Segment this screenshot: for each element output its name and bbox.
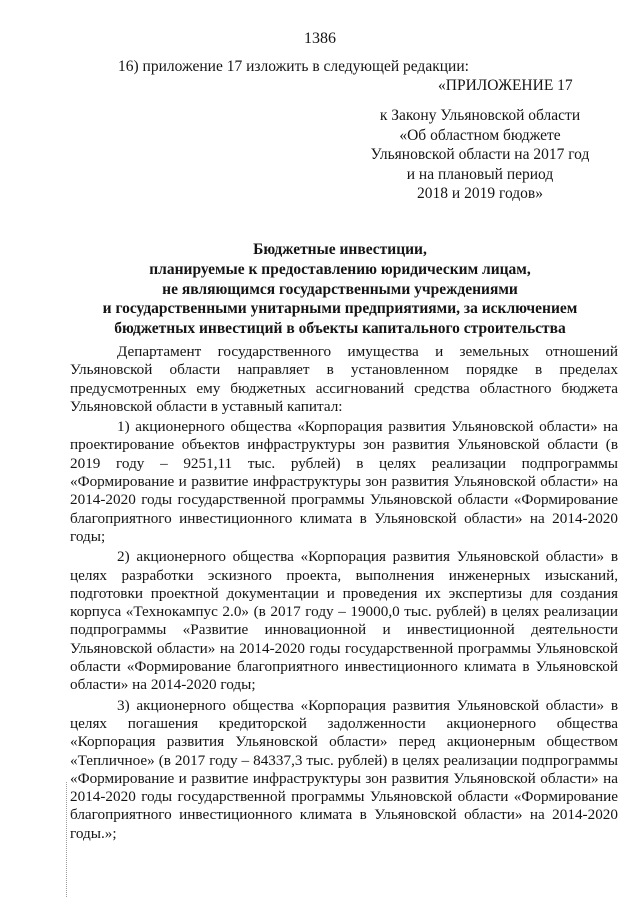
- list-item: 3) акционерного общества «Корпорация развития Ульяновской области» в целях погашения кредиторской задолженности акционерного общества «Корпорация развития Ульяновской области» перед акционерным обществом «Тепличное» (в 2017 году – 84337,3 тыс. рублей) в целях реализации подпрограммы «Формирование и развитие инфраструктуры зон развития Ульяновской области» на 2014-2020 годы государственной программы Ульяновской области «Формирование благоприятного инвестиционного климата в Ульяновской области» на 2014-2020 годы.»;: [70, 696, 618, 842]
- body-paragraph: Департамент государственного имущества и земельных отношений Ульяновской области направляет в установленном порядке в пределах предусмотренных ему бюджетных ассигнований средства областного бюджета Ульяновской области в уставный капитал:: [70, 343, 618, 415]
- law-line: 2018 и 2019 годов»: [417, 185, 543, 202]
- intro-line: 16) приложение 17 изложить в следующей редакции:: [118, 58, 469, 75]
- law-reference: [360, 106, 600, 204]
- title-line: планируемые к предоставлению юридическим лицам,: [149, 260, 531, 278]
- document-title: [60, 240, 620, 339]
- document-body: [70, 343, 618, 843]
- title-line: Бюджетные инвестиции,: [253, 241, 427, 258]
- title-line: не являющимся государственными учреждениями: [162, 280, 518, 298]
- law-line: к Закону Ульяновской области: [379, 107, 581, 124]
- title-line: и государственными унитарными предприятиями, за исключением: [102, 300, 578, 318]
- page-number: 1386: [304, 30, 336, 47]
- law-line: и на плановый период: [406, 165, 554, 183]
- margin-dotted-line: [66, 782, 71, 897]
- law-line: Ульяновской области на 2017 год: [370, 146, 590, 163]
- list-item: 2) акционерного общества «Корпорация развития Ульяновской области» в целях разработки эскизного проекта, выполнения инженерных изысканий, подготовки проектной документации и проведения их экспертизы для создания корпуса «Технокампус 2.0» (в 2017 году – 19000,0 тыс. рублей) в целях реализации подпрограммы «Развитие инновационной и инвестиционной деятельности Ульяновской области» на 2014-2020 годы государственной программы Ульяновской области «Формирование благоприятного инвестиционного климата в Ульяновской области» на 2014-2020 годы;: [70, 548, 618, 694]
- law-line: «Об областном бюджете: [399, 126, 561, 144]
- appendix-title: «ПРИЛОЖЕНИЕ 17: [438, 77, 573, 94]
- list-item: 1) акционерного общества «Корпорация развития Ульяновской области» на проектирование объектов инфраструктуры зон развития Ульяновской области (в 2019 году – 9251,11 тыс. рублей) в целях реализации подпрограммы «Формирование и развитие инфраструктуры зон развития Ульяновской области» на 2014-2020 годы государственной программы Ульяновской области «Формирование благоприятного инвестиционного климата в Ульяновской области» на 2014-2020 годы;: [70, 418, 618, 545]
- title-line: бюджетных инвестиций в объекты капитального строительства: [114, 320, 566, 338]
